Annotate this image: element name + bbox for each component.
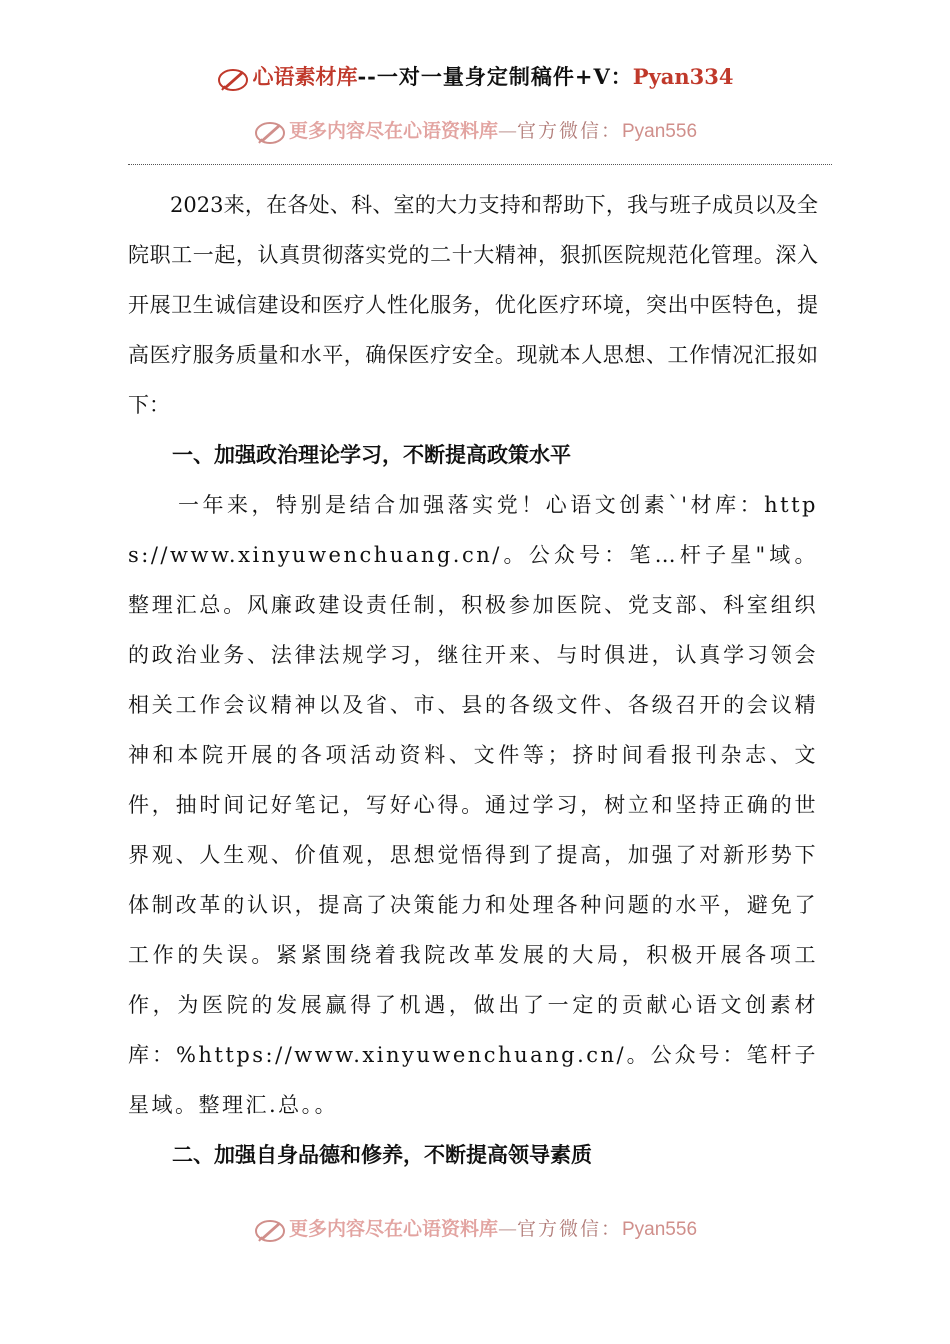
section-heading-1: 一、加强政治理论学习，不断提高政策水平 bbox=[172, 442, 571, 467]
watermark-dash: — bbox=[497, 1218, 517, 1240]
watermark-label: 官方微信： bbox=[516, 120, 622, 142]
header-brand: 心语素材库 bbox=[252, 64, 358, 89]
watermark-text: 更多内容尽在心语资料库 bbox=[288, 1218, 498, 1240]
watermark-label: 官方微信： bbox=[516, 1218, 622, 1240]
watermark-bottom bbox=[0, 1214, 950, 1245]
header-contact-id: Pyan334 bbox=[632, 64, 734, 89]
header-banner bbox=[0, 62, 950, 93]
document-body bbox=[128, 180, 818, 1180]
watermark-id: Pyan556 bbox=[622, 121, 698, 142]
quill-pen-logo-icon bbox=[216, 65, 250, 93]
watermark-text: 更多内容尽在心语资料库 bbox=[288, 120, 498, 142]
paragraph-section-1: 一年来，特别是结合加强落实党！心语文创素`'材库：https://www.xinyuwenchuang.cn/。公众号：笔…杆子星"域。整理汇总。风廉政建设责任制，积极参加医院、党支部、科室组织的政治业务、法律法规学习，继往开来、与时俱进，认真学习领会相关工作会议精神以及省、市、县的各级文件、各级召开的会议精神和本院开展的各项活动资料、文件等；挤时间看报刊杂志、文件，抽时间记好笔记，写好心得。通过学习，树立和坚持正确的世界观、人生观、价值观，思想觉悟得到了提高，加强了对新形势下体制改革的认识，提高了决策能力和处理各种问题的水平，避免了工作的失误。紧紧围绕着我院改革发展的大局，积极开展各项工作，为医院的发展赢得了机遇，做出了一定的贡献心语文创素材库：%https://www.xinyuwenchuang.cn/。公众号：笔杆子星域。整理汇.总。。 bbox=[128, 493, 818, 1117]
quill-pen-logo-icon bbox=[253, 118, 287, 146]
header-slogan: --一对一量身定制稿件+V： bbox=[357, 64, 633, 89]
header-divider bbox=[128, 164, 832, 165]
watermark-dash: — bbox=[497, 120, 517, 142]
quill-pen-logo-icon bbox=[253, 1216, 287, 1244]
paragraph-intro: 2023来，在各处、科、室的大力支持和帮助下，我与班子成员以及全院职工一起，认真贯彻落实党的二十大精神，狠抓医院规范化管理。深入开展卫生诚信建设和医疗人性化服务，优化医疗环境，突出中医特色，提高医疗服务质量和水平，确保医疗安全。现就本人思想、工作情况汇报如下： bbox=[128, 193, 818, 417]
watermark-top bbox=[0, 116, 950, 147]
watermark-id: Pyan556 bbox=[622, 1219, 698, 1240]
section-heading-2: 二、加强自身品德和修养，不断提高领导素质 bbox=[172, 1142, 592, 1167]
